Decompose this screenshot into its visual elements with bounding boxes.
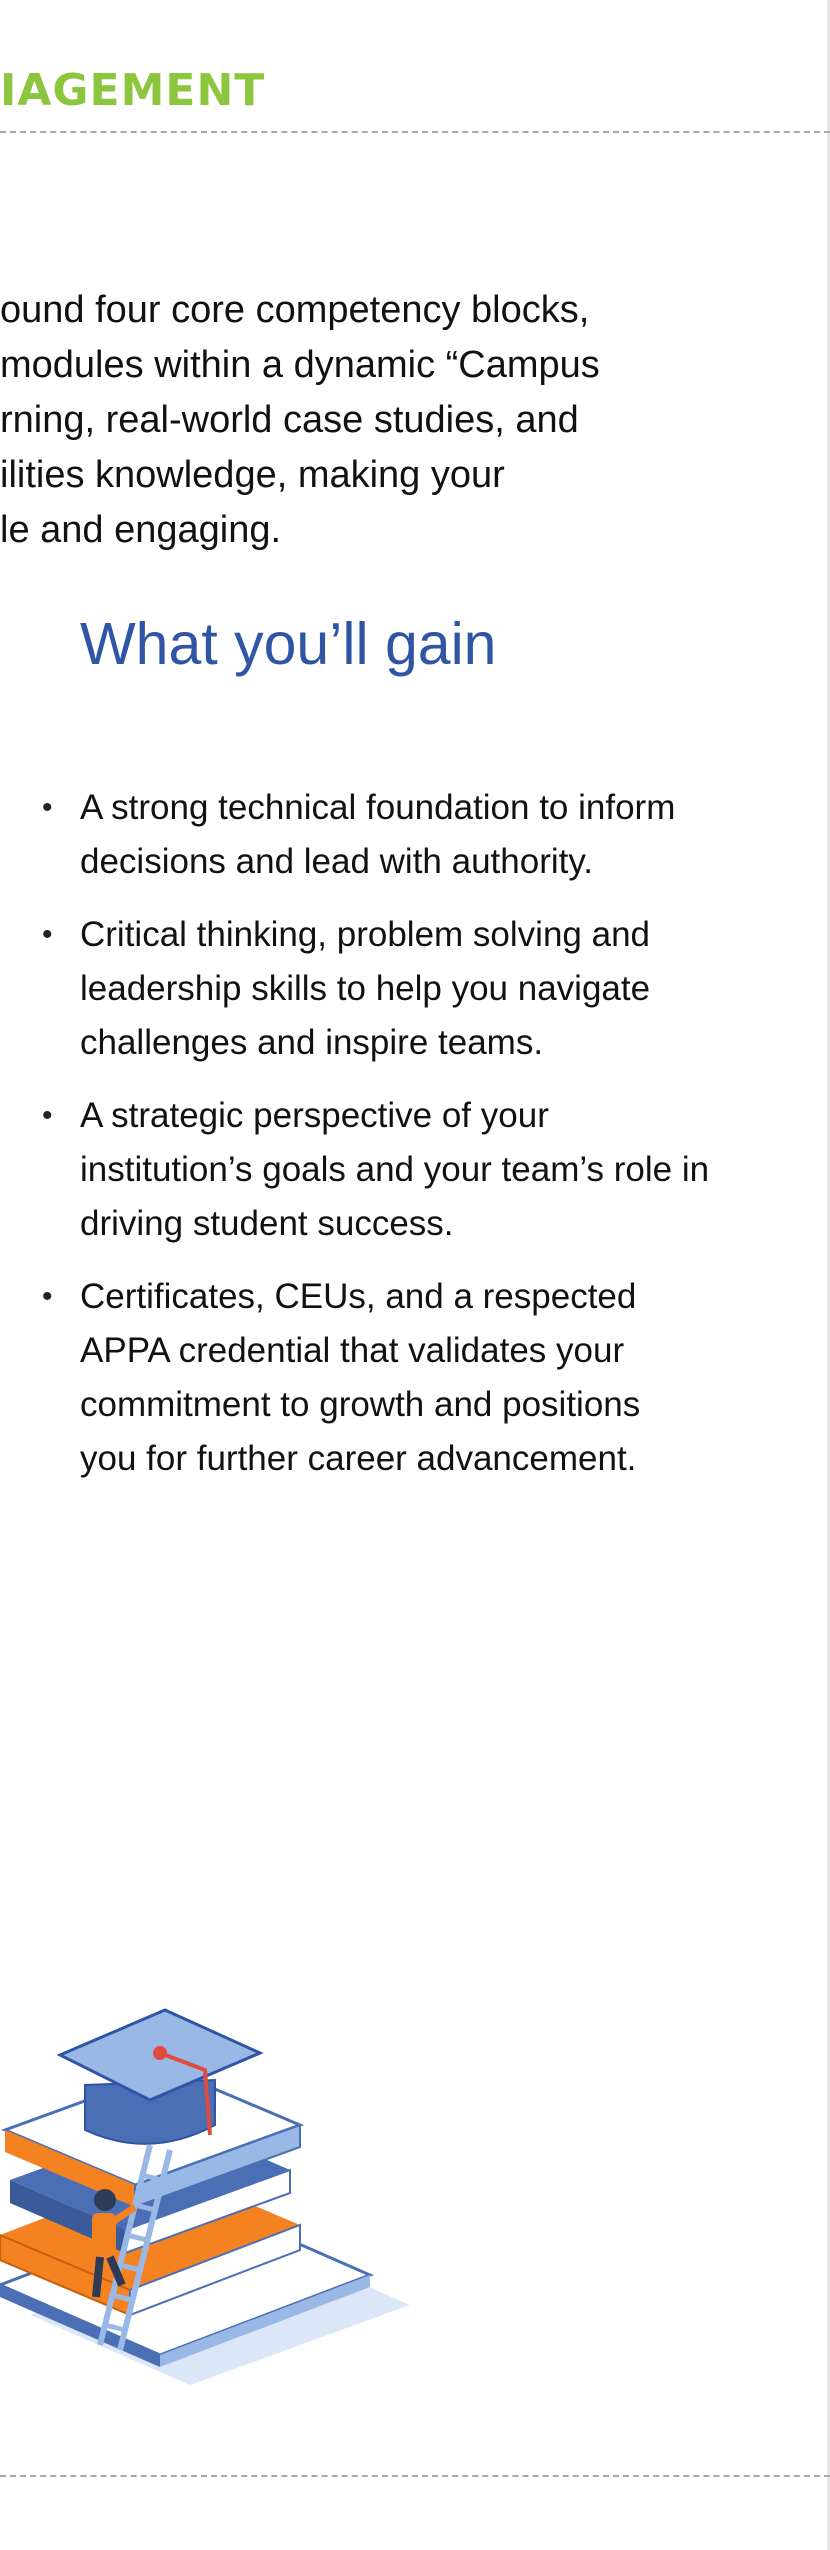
bullet-icon: • — [42, 1280, 53, 1313]
intro-line: rning, real-world case studies, and — [0, 399, 579, 441]
gain-item-line: APPA credential that validates your — [80, 1331, 625, 1370]
graduation-books-illustration — [0, 1985, 420, 2405]
person-head — [94, 2189, 116, 2211]
gain-list-item — [40, 781, 820, 889]
intro-line: modules within a dynamic “Campus — [0, 344, 600, 386]
gain-heading: What you’ll gain — [80, 611, 497, 677]
gain-item-line: Critical thinking, problem solving and — [80, 915, 650, 954]
bullet-icon: • — [42, 1099, 53, 1132]
gain-list — [40, 781, 820, 1505]
intro-line: ilities knowledge, making your — [0, 454, 505, 496]
dashed-divider-bottom — [0, 2475, 830, 2477]
gain-list-item — [40, 908, 820, 1070]
bullet-icon: • — [42, 918, 53, 951]
gain-item-line: commitment to growth and positions — [80, 1385, 641, 1424]
gain-item-line: decisions and lead with authority. — [80, 842, 593, 881]
dashed-divider-top — [0, 131, 830, 133]
intro-line: ound four core competency blocks, — [0, 289, 590, 331]
gain-item-line: driving student success. — [80, 1204, 454, 1243]
intro-paragraph — [0, 283, 820, 558]
gain-item-line: Certificates, CEUs, and a respected — [80, 1277, 637, 1316]
gain-item-line: institution’s goals and your team’s role in — [80, 1150, 710, 1189]
bullet-icon: • — [42, 791, 53, 824]
gain-item-line: A strategic perspective of your — [80, 1096, 549, 1135]
gain-item-line: you for further career advancement. — [80, 1439, 637, 1478]
section-header-title: IAGEMENT — [0, 65, 266, 116]
gain-list-item — [40, 1089, 820, 1251]
gain-item-line: leadership skills to help you navigate — [80, 969, 651, 1008]
gain-list-item — [40, 1270, 820, 1486]
gain-item-line: A strong technical foundation to inform — [80, 788, 676, 827]
person-leg — [96, 2257, 100, 2297]
person-torso — [92, 2213, 116, 2257]
gain-item-line: challenges and inspire teams. — [80, 1023, 544, 1062]
intro-line: le and engaging. — [0, 509, 282, 551]
